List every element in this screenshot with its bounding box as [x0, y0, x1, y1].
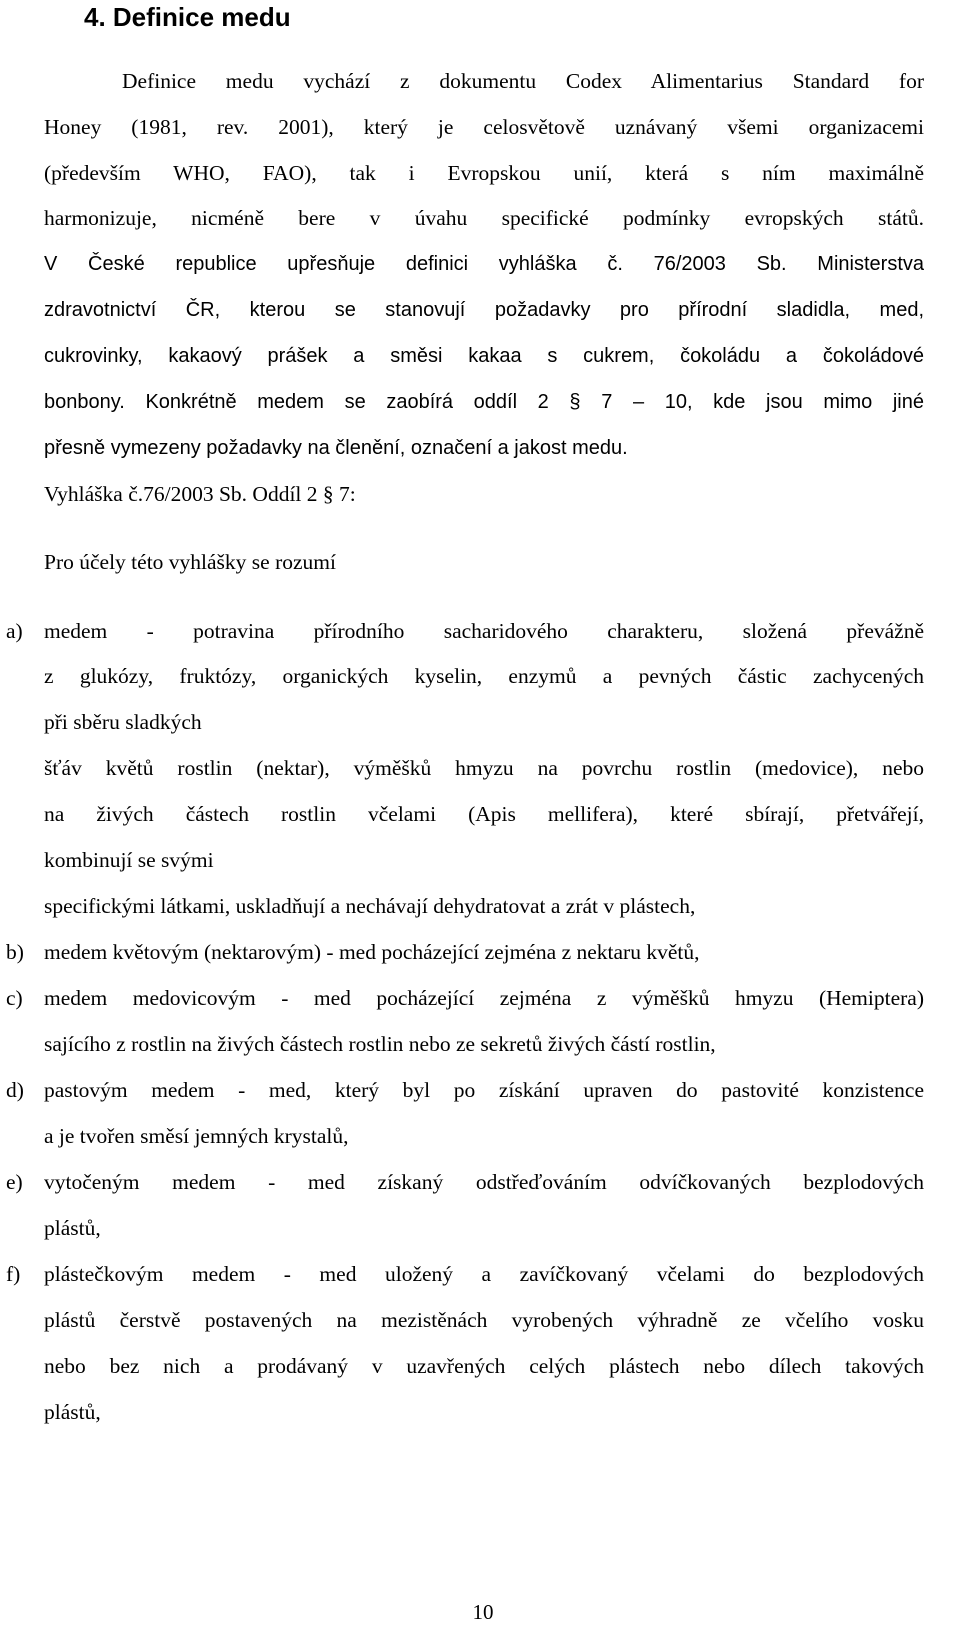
item-line: nebo bez nich a prodávaný v uzavřených celých plástech nebo dílech takových: [44, 1354, 924, 1378]
page-number: 10: [472, 1600, 494, 1624]
item-label: f): [6, 1262, 21, 1286]
item-line: plástů,: [44, 1216, 101, 1240]
intro-line: Honey (1981, rev. 2001), který je celosvětově uznávaný všemi organizacemi: [44, 115, 924, 139]
intro-line: bonbony. Konkrétně medem se zaobírá oddíl 2 § 7 – 10, kde jsou mimo jiné: [44, 391, 924, 413]
intro-line: Definice medu vychází z dokumentu Codex Alimentarius Standard for: [122, 69, 924, 93]
item-label: c): [6, 986, 23, 1010]
item-line: na živých částech rostlin včelami (Apis mellifera), které sbírají, přetvářejí,: [44, 802, 924, 826]
item-line: plástů čerstvě postavených na mezistěnách vyrobených výhradně ze včelího vosku: [44, 1308, 924, 1332]
intro-line: přesně vymezeny požadavky na členění, označení a jakost medu.: [44, 437, 628, 459]
item-label: d): [6, 1078, 24, 1102]
item-line: šťáv květů rostlin (nektar), výměšků hmyzu na povrchu rostlin (medovice), nebo: [44, 756, 924, 780]
item-line: sajícího z rostlin na živých částech rostlin nebo ze sekretů živých částí rostlin,: [44, 1032, 716, 1056]
intro-line: harmonizuje, nicméně bere v úvahu specifické podmínky evropských států.: [44, 206, 924, 230]
intro-line: V České republice upřesňuje definici vyhláška č. 76/2003 Sb. Ministerstva: [44, 253, 924, 275]
item-line: medem květovým (nektarovým) - med pocházející zejména z nektaru květů,: [44, 940, 700, 964]
item-label: b): [6, 940, 24, 964]
item-label: e): [6, 1170, 23, 1194]
intro-line: cukrovinky, kakaový prášek a směsi kakaa s cukrem, čokoládu a čokoládové: [44, 345, 924, 367]
item-line: při sběru sladkých: [44, 710, 202, 734]
item-line: kombinují se svými: [44, 848, 214, 872]
item-line: pastovým medem - med, který byl po získání upraven do pastovité konzistence: [44, 1078, 924, 1102]
item-line: vytočeným medem - med získaný odstřeďováním odvíčkovaných bezplodových: [44, 1170, 924, 1194]
intro-line: zdravotnictví ČR, kterou se stanovují požadavky pro přírodní sladidla, med,: [44, 299, 924, 321]
item-line: specifickými látkami, uskladňují a nechávají dehydratovat a zrát v plástech,: [44, 894, 696, 918]
item-line: medem medovicovým - med pocházející zejména z výměšků hmyzu (Hemiptera): [44, 986, 924, 1010]
item-line: medem - potravina přírodního sacharidového charakteru, složená převážně: [44, 619, 924, 643]
intro-line: Vyhláška č.76/2003 Sb. Oddíl 2 § 7:: [44, 482, 356, 506]
item-line: a je tvořen směsí jemných krystalů,: [44, 1124, 349, 1148]
item-line: z glukózy, fruktózy, organických kyselin, enzymů a pevných částic zachycených: [44, 664, 924, 688]
item-line: plástů,: [44, 1400, 101, 1424]
item-label: a): [6, 619, 23, 643]
section-heading: 4. Definice medu: [84, 2, 291, 32]
item-line: plástečkovým medem - med uložený a zavíčkovaný včelami do bezplodových: [44, 1262, 924, 1286]
intro-line: (především WHO, FAO), tak i Evropskou unií, která s ním maximálně: [44, 161, 924, 185]
lead-sentence: Pro účely této vyhlášky se rozumí: [44, 550, 336, 574]
